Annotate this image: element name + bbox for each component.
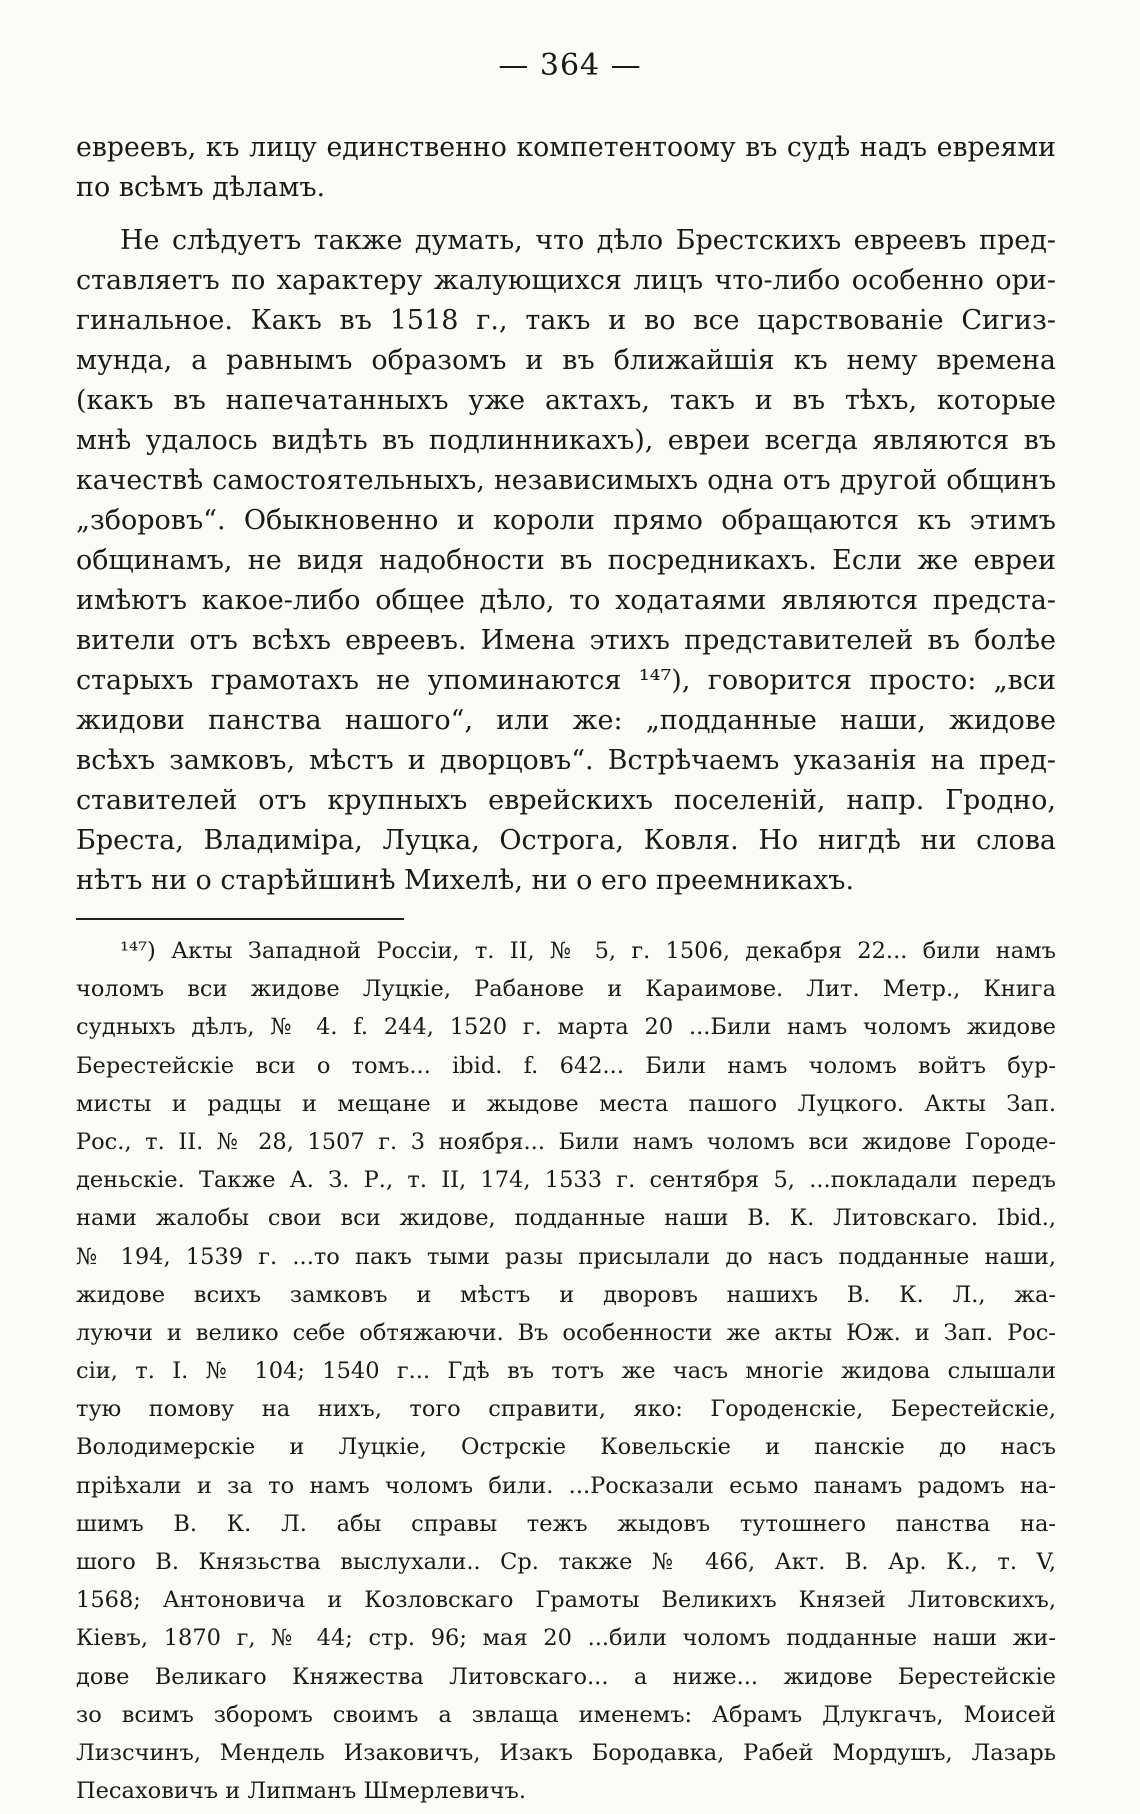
text-line: мнѣ удалось видѣть въ подлинникахъ), евреи всегда являются въ (76, 425, 1056, 456)
footnote-line: жидове всихъ замковъ и мѣстъ и дворовъ нашихъ В. К. Л., жа- (76, 1281, 1056, 1308)
text-line: Не слѣдуетъ также думать, что дѣло Брестскихъ евреевъ пред- (120, 225, 1056, 256)
text-line: евреевъ, къ лицу единственно компетентоому въ судѣ надъ евреями (76, 132, 1056, 163)
footnote-line: пріѣхали и за то намъ чоломъ били. ...Росказали есьмо панамъ радомъ на- (76, 1472, 1056, 1499)
text-line: (какъ въ напечатанныхъ уже актахъ, такъ и въ тѣхъ, которые (76, 385, 1056, 416)
footnote-line: зо всимъ зборомъ своимъ а звлаща именемъ: Абрамъ Длукгачъ, Моисей (76, 1701, 1056, 1728)
text-line: вители отъ всѣхъ евреевъ. Имена этихъ представителей въ болѣе (76, 625, 1056, 656)
page-number: — 364 — (498, 48, 642, 83)
footnote-line: Берестейскіе вси о томъ... ibid. f. 642... Били намъ чоломъ войтъ бур- (76, 1052, 1056, 1079)
footnote-line: нами жалобы свои вси жидове, подданные наши В. К. Литовскаго. Ibid., (76, 1205, 1056, 1232)
text-line: Бреста, Владиміра, Луцка, Острога, Ковля. Но нигдѣ ни слова (76, 825, 1056, 856)
footnote-line: дове Великаго Княжества Литовскаго... а ниже... жидове Берестейскіе (76, 1663, 1056, 1690)
text-line: „зборовъ“. Обыкновенно и короли прямо обращаются къ этимъ (76, 505, 1056, 536)
text-line: по всѣмъ дѣламъ. (76, 172, 326, 203)
footnote-line: № 194, 1539 г. ...то пакъ тыми разы присылали до насъ подданные наши, (76, 1243, 1056, 1270)
text-line: старыхъ грамотахъ не упоминаются ¹⁴⁷), говорится просто: „вси (76, 665, 1056, 696)
footnote-line: шого В. Князьства выслухали.. Ср. также № 466, Акт. В. Ар. К., т. V, (76, 1549, 1056, 1575)
footnote-line: чоломъ вси жидове Луцкіе, Рабанове и Караимове. Лит. Метр., Книга (76, 976, 1056, 1003)
text-line: нѣтъ ни о старѣйшинѣ Михелѣ, ни о его преемникахъ. (76, 865, 855, 896)
paragraph-gap (76, 208, 1056, 221)
footnote-line: мисты и радцы и мещане и жыдове места пашого Луцкого. Акты Зап. (76, 1090, 1056, 1117)
footnote-line: Лизсчинъ, Мендель Изаковичъ, Изакъ Бородавка, Рабей Мордушъ, Лазарь (76, 1739, 1056, 1766)
footnote-line: Кіевъ, 1870 г, № 44; стр. 96; мая 20 ...били чоломъ подданные наши жи- (76, 1625, 1056, 1652)
footnote-147 (76, 932, 1056, 1810)
text-line: мунда, а равнымъ образомъ и въ ближайшія къ нему времена (76, 345, 1056, 376)
footnote-line: Володимерскіе и Луцкіе, Острскіе Ковельскіе и панскіе до насъ (76, 1434, 1056, 1461)
text-line: гинальное. Какъ въ 1518 г., такъ и во все царствованіе Сигиз- (76, 305, 1056, 336)
text-line: жидови панства нашого“, или же: „подданные наши, жидове (76, 705, 1056, 736)
footnote-line: ¹⁴⁷) Акты Западной Россіи, т. II, № 5, г. 1506, декабря 22... били намъ (120, 938, 1056, 964)
footnote-divider (76, 918, 404, 920)
text-line: общинамъ, не видя надобности въ посредникахъ. Если же евреи (76, 545, 1056, 576)
footnote-line: Рос., т. II. № 28, 1507 г. 3 ноября... Били намъ чоломъ вси жидове Городе- (76, 1128, 1056, 1155)
text-line: всѣхъ замковъ, мѣстъ и дворцовъ“. Встрѣчаемъ указанія на пред- (76, 745, 1056, 776)
text-line: имѣютъ какое-либо общее дѣло, то ходатаями являются предста- (76, 585, 1056, 616)
footnote-line: деньскіе. Также А. З. Р., т. II, 174, 1533 г. сентября 5, ...покладали передъ (76, 1167, 1056, 1194)
footnote-line: сіи, т. I. № 104; 1540 г... Гдѣ въ тотъ же часъ многіе жидова слышали (76, 1358, 1056, 1385)
text-line: ставителей отъ крупныхъ еврейскихъ поселеній, напр. Гродно, (76, 785, 1056, 816)
footnote-line: 1568; Антоновича и Козловскаго Грамоты Великихъ Князей Литовскихъ, (76, 1587, 1056, 1614)
footnote-line: Песаховичъ и Липманъ Шмерлевичъ. (76, 1778, 526, 1805)
main-text (76, 128, 1056, 901)
footnote-line: шимъ В. К. Л. абы справы тежъ жыдовъ тутошнего панства на- (76, 1510, 1056, 1537)
text-line: ставляетъ по характеру жалующихся лицъ что-либо особенно ори- (76, 265, 1056, 296)
footnote-line: луючи и велико себе обтяжаючи. Въ особенности же акты Юж. и Зап. Рос- (76, 1319, 1056, 1346)
footnote-line: судныхъ дѣлъ, № 4. f. 244, 1520 г. марта 20 ...Били намъ чоломъ жидове (76, 1014, 1056, 1041)
footnote-line: тую помову на нихъ, того справити, яко: Городенскіе, Берестейскіе, (76, 1396, 1056, 1423)
text-line: качествѣ самостоятельныхъ, независимыхъ одна отъ другой общинъ (76, 465, 1056, 496)
